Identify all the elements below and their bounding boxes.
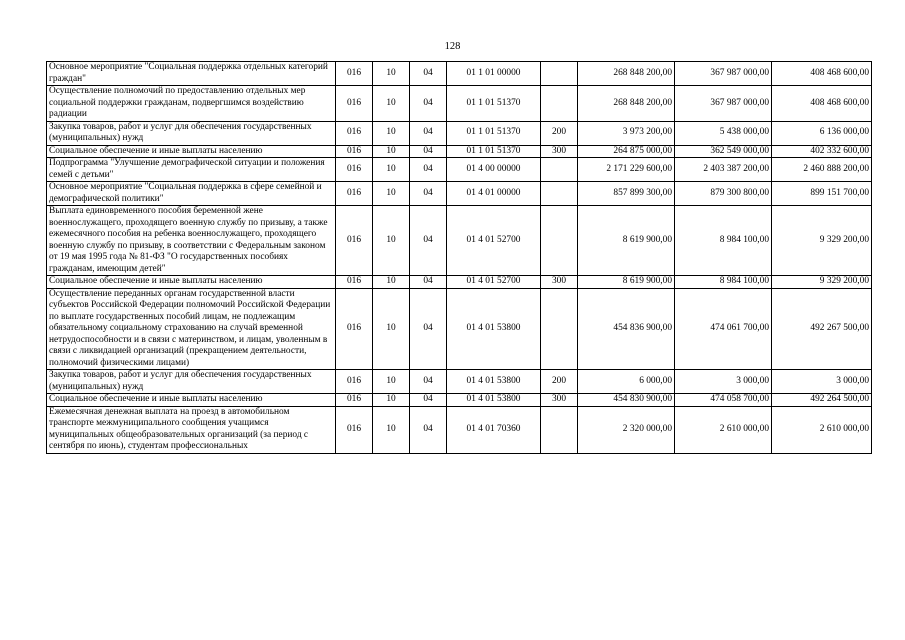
amount-year2-cell: 474 061 700,00 <box>675 288 772 370</box>
amount-year1-cell: 3 973 200,00 <box>578 121 675 145</box>
section-code-cell: 10 <box>373 145 410 158</box>
amount-year1-cell: 8 619 900,00 <box>578 206 675 276</box>
ministry-code-cell: 016 <box>336 276 373 289</box>
budget-table <box>46 61 872 454</box>
amount-year1-cell: 264 875 000,00 <box>578 145 675 158</box>
amount-year2-cell: 362 549 000,00 <box>675 145 772 158</box>
ministry-code-cell: 016 <box>336 288 373 370</box>
section-code-cell: 10 <box>373 206 410 276</box>
amount-year1-cell: 6 000,00 <box>578 370 675 394</box>
section-code-cell: 10 <box>373 121 410 145</box>
expense-type-cell <box>541 406 578 453</box>
ministry-code-cell: 016 <box>336 206 373 276</box>
ministry-code-cell: 016 <box>336 394 373 407</box>
amount-year1-cell: 454 836 900,00 <box>578 288 675 370</box>
table-row <box>47 288 872 370</box>
amount-year3-cell: 492 267 500,00 <box>772 288 872 370</box>
ministry-code-cell: 016 <box>336 62 373 86</box>
expense-type-cell: 200 <box>541 121 578 145</box>
table-row <box>47 145 872 158</box>
amount-year1-cell: 2 171 229 600,00 <box>578 158 675 182</box>
table-row <box>47 121 872 145</box>
amount-year3-cell: 9 329 200,00 <box>772 206 872 276</box>
table-row <box>47 394 872 407</box>
ministry-code-cell: 016 <box>336 86 373 122</box>
subsection-code-cell: 04 <box>410 406 447 453</box>
table-row <box>47 62 872 86</box>
target-article-cell: 01 4 01 00000 <box>447 182 541 206</box>
row-name-cell: Социальное обеспечение и иные выплаты населению <box>47 276 336 289</box>
row-name-cell: Основное мероприятие "Социальная поддержка отдельных категорий граждан" <box>47 62 336 86</box>
target-article-cell: 01 4 01 70360 <box>447 406 541 453</box>
subsection-code-cell: 04 <box>410 158 447 182</box>
page-number: 128 <box>444 41 461 52</box>
table-body <box>47 62 872 454</box>
ministry-code-cell: 016 <box>336 158 373 182</box>
table-row <box>47 276 872 289</box>
amount-year2-cell: 474 058 700,00 <box>675 394 772 407</box>
target-article-cell: 01 1 01 51370 <box>447 121 541 145</box>
amount-year2-cell: 879 300 800,00 <box>675 182 772 206</box>
ministry-code-cell: 016 <box>336 406 373 453</box>
row-name-cell: Основное мероприятие "Социальная поддержка в сфере семейной и демографической политики" <box>47 182 336 206</box>
table-row <box>47 86 872 122</box>
amount-year1-cell: 268 848 200,00 <box>578 62 675 86</box>
expense-type-cell: 300 <box>541 276 578 289</box>
section-code-cell: 10 <box>373 394 410 407</box>
subsection-code-cell: 04 <box>410 394 447 407</box>
amount-year2-cell: 367 987 000,00 <box>675 86 772 122</box>
expense-type-cell: 300 <box>541 145 578 158</box>
section-code-cell: 10 <box>373 288 410 370</box>
target-article-cell: 01 4 01 53800 <box>447 288 541 370</box>
amount-year3-cell: 9 329 200,00 <box>772 276 872 289</box>
subsection-code-cell: 04 <box>410 288 447 370</box>
amount-year2-cell: 2 610 000,00 <box>675 406 772 453</box>
subsection-code-cell: 04 <box>410 121 447 145</box>
ministry-code-cell: 016 <box>336 370 373 394</box>
row-name-cell: Осуществление переданных органам государственной власти субъектов Российской Федерации полномочий Российской Федерации по выплате государственных пособий лицам, не подлежащим обязательному социальному страхованию на случай временной нетрудоспособности и в связи с материнством, и лицам, уволенным в связи с ликвидацией организаций (прекращением деятельности, полномочий физическими лицами) <box>47 288 336 370</box>
expense-type-cell <box>541 62 578 86</box>
table-row <box>47 182 872 206</box>
subsection-code-cell: 04 <box>410 145 447 158</box>
expense-type-cell <box>541 288 578 370</box>
amount-year3-cell: 402 332 600,00 <box>772 145 872 158</box>
target-article-cell: 01 1 01 51370 <box>447 145 541 158</box>
section-code-cell: 10 <box>373 182 410 206</box>
section-code-cell: 10 <box>373 370 410 394</box>
row-name-cell: Социальное обеспечение и иные выплаты населению <box>47 394 336 407</box>
amount-year3-cell: 2 460 888 200,00 <box>772 158 872 182</box>
amount-year2-cell: 2 403 387 200,00 <box>675 158 772 182</box>
expense-type-cell <box>541 182 578 206</box>
subsection-code-cell: 04 <box>410 182 447 206</box>
target-article-cell: 01 4 00 00000 <box>447 158 541 182</box>
amount-year1-cell: 454 830 900,00 <box>578 394 675 407</box>
target-article-cell: 01 1 01 00000 <box>447 62 541 86</box>
row-name-cell: Выплата единовременного пособия беременной жене военнослужащего, проходящего военную службу по призыву, а также ежемесячного пособия на ребенка военнослужащего, проходящего военную службу по призыву, в соответствии с Федеральным законом от 19 мая 1995 года № 81-ФЗ "О государственных пособиях гражданам, имеющим детей" <box>47 206 336 276</box>
expense-type-cell: 200 <box>541 370 578 394</box>
amount-year3-cell: 2 610 000,00 <box>772 406 872 453</box>
row-name-cell: Закупка товаров, работ и услуг для обеспечения государственных (муниципальных) нужд <box>47 370 336 394</box>
target-article-cell: 01 4 01 53800 <box>447 370 541 394</box>
section-code-cell: 10 <box>373 62 410 86</box>
amount-year2-cell: 3 000,00 <box>675 370 772 394</box>
section-code-cell: 10 <box>373 276 410 289</box>
expense-type-cell: 300 <box>541 394 578 407</box>
amount-year3-cell: 408 468 600,00 <box>772 86 872 122</box>
amount-year3-cell: 6 136 000,00 <box>772 121 872 145</box>
table-row <box>47 370 872 394</box>
section-code-cell: 10 <box>373 406 410 453</box>
amount-year1-cell: 2 320 000,00 <box>578 406 675 453</box>
amount-year1-cell: 857 899 300,00 <box>578 182 675 206</box>
row-name-cell: Ежемесячная денежная выплата на проезд в автомобильном транспорте межмуниципального сообщения учащимся муниципальных общеобразовательных организаций (за период с сентября по июнь), студентам профессиональных <box>47 406 336 453</box>
table-row <box>47 206 872 276</box>
ministry-code-cell: 016 <box>336 182 373 206</box>
amount-year1-cell: 8 619 900,00 <box>578 276 675 289</box>
target-article-cell: 01 4 01 53800 <box>447 394 541 407</box>
amount-year2-cell: 8 984 100,00 <box>675 206 772 276</box>
subsection-code-cell: 04 <box>410 62 447 86</box>
row-name-cell: Подпрограмма "Улучшение демографической ситуации и положения семей с детьми" <box>47 158 336 182</box>
amount-year2-cell: 8 984 100,00 <box>675 276 772 289</box>
row-name-cell: Закупка товаров, работ и услуг для обеспечения государственных (муниципальных) нужд <box>47 121 336 145</box>
expense-type-cell <box>541 206 578 276</box>
subsection-code-cell: 04 <box>410 86 447 122</box>
table-row <box>47 406 872 453</box>
subsection-code-cell: 04 <box>410 206 447 276</box>
amount-year3-cell: 408 468 600,00 <box>772 62 872 86</box>
subsection-code-cell: 04 <box>410 370 447 394</box>
amount-year3-cell: 492 264 500,00 <box>772 394 872 407</box>
amount-year2-cell: 5 438 000,00 <box>675 121 772 145</box>
target-article-cell: 01 1 01 51370 <box>447 86 541 122</box>
subsection-code-cell: 04 <box>410 276 447 289</box>
target-article-cell: 01 4 01 52700 <box>447 276 541 289</box>
target-article-cell: 01 4 01 52700 <box>447 206 541 276</box>
amount-year3-cell: 899 151 700,00 <box>772 182 872 206</box>
row-name-cell: Осуществление полномочий по предоставлению отдельных мер социальной поддержки гражданам, подвергшимся воздействию радиации <box>47 86 336 122</box>
ministry-code-cell: 016 <box>336 121 373 145</box>
amount-year1-cell: 268 848 200,00 <box>578 86 675 122</box>
amount-year2-cell: 367 987 000,00 <box>675 62 772 86</box>
ministry-code-cell: 016 <box>336 145 373 158</box>
section-code-cell: 10 <box>373 158 410 182</box>
table-row <box>47 158 872 182</box>
row-name-cell: Социальное обеспечение и иные выплаты населению <box>47 145 336 158</box>
expense-type-cell <box>541 86 578 122</box>
section-code-cell: 10 <box>373 86 410 122</box>
expense-type-cell <box>541 158 578 182</box>
amount-year3-cell: 3 000,00 <box>772 370 872 394</box>
